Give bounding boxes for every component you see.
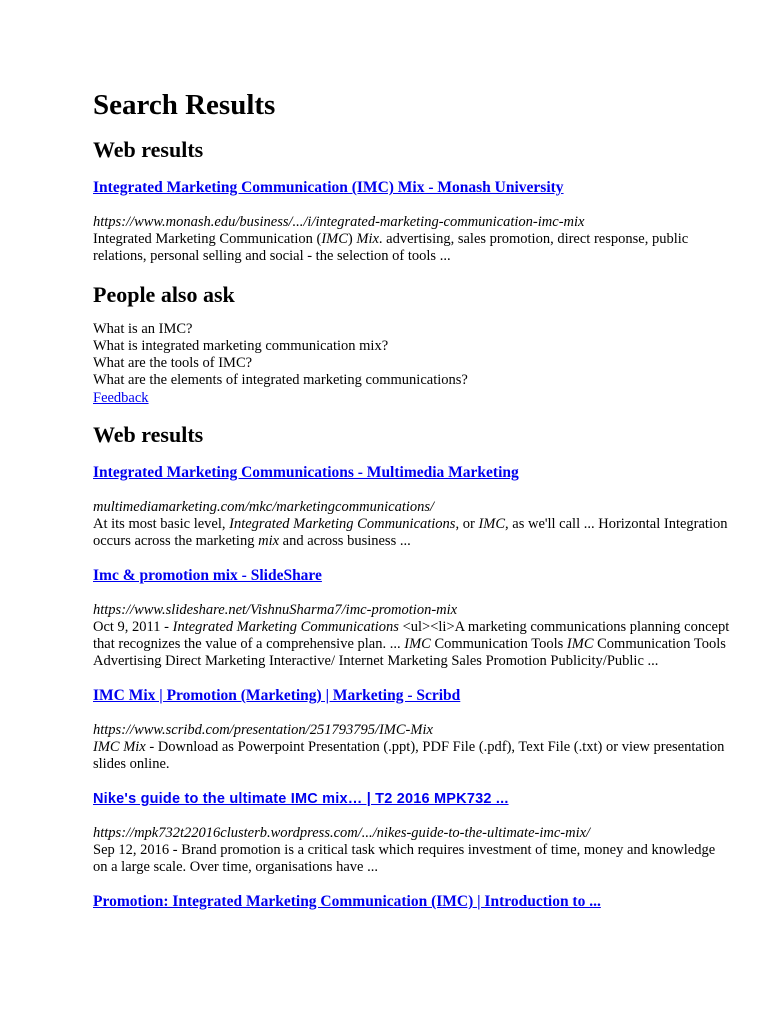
snippet-emphasis: IMC [321, 231, 348, 247]
snippet-text: , as we'll call ... Horizontal Integration occurs across the marketing [93, 516, 728, 549]
snippet-emphasis: mix [258, 533, 280, 549]
snippet-text: . advertising, sales promotion, direct response, public relations, personal selling and social - the selection of tools ... [93, 231, 689, 264]
snippet-emphasis: Integrated Marketing Communications [172, 619, 399, 635]
snippet-text: Oct 9, 2011 - [93, 619, 173, 635]
result-title-link[interactable]: Imc & promotion mix - SlideShare [93, 567, 322, 584]
result-title-link[interactable]: Integrated Marketing Communication (IMC) Mix - Monash University [93, 179, 564, 196]
result-snippet [93, 516, 733, 550]
question-item[interactable]: What are the tools of IMC? [93, 355, 253, 371]
snippet-text: and across business ... [279, 533, 411, 549]
question-item[interactable]: What are the elements of integrated marketing communications? [93, 372, 468, 388]
result-title-link[interactable]: Integrated Marketing Communications - Multimedia Marketing [93, 464, 519, 481]
web-results-heading-2: Web results [93, 422, 204, 447]
snippet-text: Integrated Marketing Communication ( [93, 231, 322, 247]
people-also-ask-list [93, 321, 733, 407]
search-result [93, 566, 733, 670]
question-item[interactable]: What is an IMC? [93, 321, 193, 337]
snippet-text: <ul><li>A marketing communications planning concept that recognizes the value of a comprehensive plan. ... [93, 619, 730, 652]
feedback-link[interactable]: Feedback [93, 390, 149, 406]
search-result [93, 686, 733, 773]
result-snippet [93, 231, 733, 265]
snippet-text: At its most basic level, [93, 516, 230, 532]
question-item[interactable]: What is integrated marketing communication mix? [93, 338, 389, 354]
result-title-link[interactable]: Nike's guide to the ultimate IMC mix… | T2 2016 MPK732 ... [93, 791, 509, 807]
people-also-ask-heading: People also ask [93, 282, 235, 307]
search-result [93, 789, 733, 876]
result-title-link[interactable]: Promotion: Integrated Marketing Communication (IMC) | Introduction to ... [93, 893, 601, 910]
result-url: multimediamarketing.com/mkc/marketingcommunications/ [93, 499, 435, 515]
search-result [93, 892, 733, 912]
snippet-text: Sep 12, 2016 - Brand promotion is a critical task which requires investment of time, money and knowledge on a large scale. Over time, organisations have ... [93, 842, 716, 875]
snippet-text: , or [455, 516, 479, 532]
result-title-link[interactable]: IMC Mix | Promotion (Marketing) | Marketing - Scribd [93, 687, 461, 704]
result-url: https://mpk732t22016clusterb.wordpress.com/.../nikes-guide-to-the-ultimate-imc-mix/ [93, 825, 591, 841]
search-result [93, 463, 733, 550]
snippet-text: - Download as Powerpoint Presentation (.ppt), PDF File (.pdf), Text File (.txt) or view presentation slides online. [93, 739, 725, 772]
result-snippet [93, 739, 733, 773]
snippet-text: Communication Tools Advertising Direct Marketing Interactive/ Internet Marketing Sales Promotion Publicity/Public ... [93, 636, 726, 669]
snippet-text: Communication Tools [430, 636, 567, 652]
search-result [93, 178, 733, 265]
result-url: https://www.scribd.com/presentation/251793795/IMC-Mix [93, 722, 433, 738]
snippet-emphasis: IMC [478, 516, 506, 532]
web-results-heading-1: Web results [93, 137, 204, 162]
snippet-emphasis: IMC [566, 636, 594, 652]
result-url: https://www.monash.edu/business/.../i/integrated-marketing-communication-imc-mix [93, 214, 585, 230]
snippet-text: ) [347, 231, 357, 247]
page-title: Search Results [93, 89, 276, 121]
result-snippet [93, 619, 733, 670]
snippet-emphasis: IMC Mix [93, 739, 146, 755]
snippet-emphasis: Integrated Marketing Communications [229, 516, 456, 532]
result-snippet [93, 842, 733, 876]
snippet-emphasis: IMC [404, 636, 431, 652]
result-url: https://www.slideshare.net/VishnuSharma7/imc-promotion-mix [93, 602, 458, 618]
snippet-emphasis: Mix [356, 231, 379, 247]
